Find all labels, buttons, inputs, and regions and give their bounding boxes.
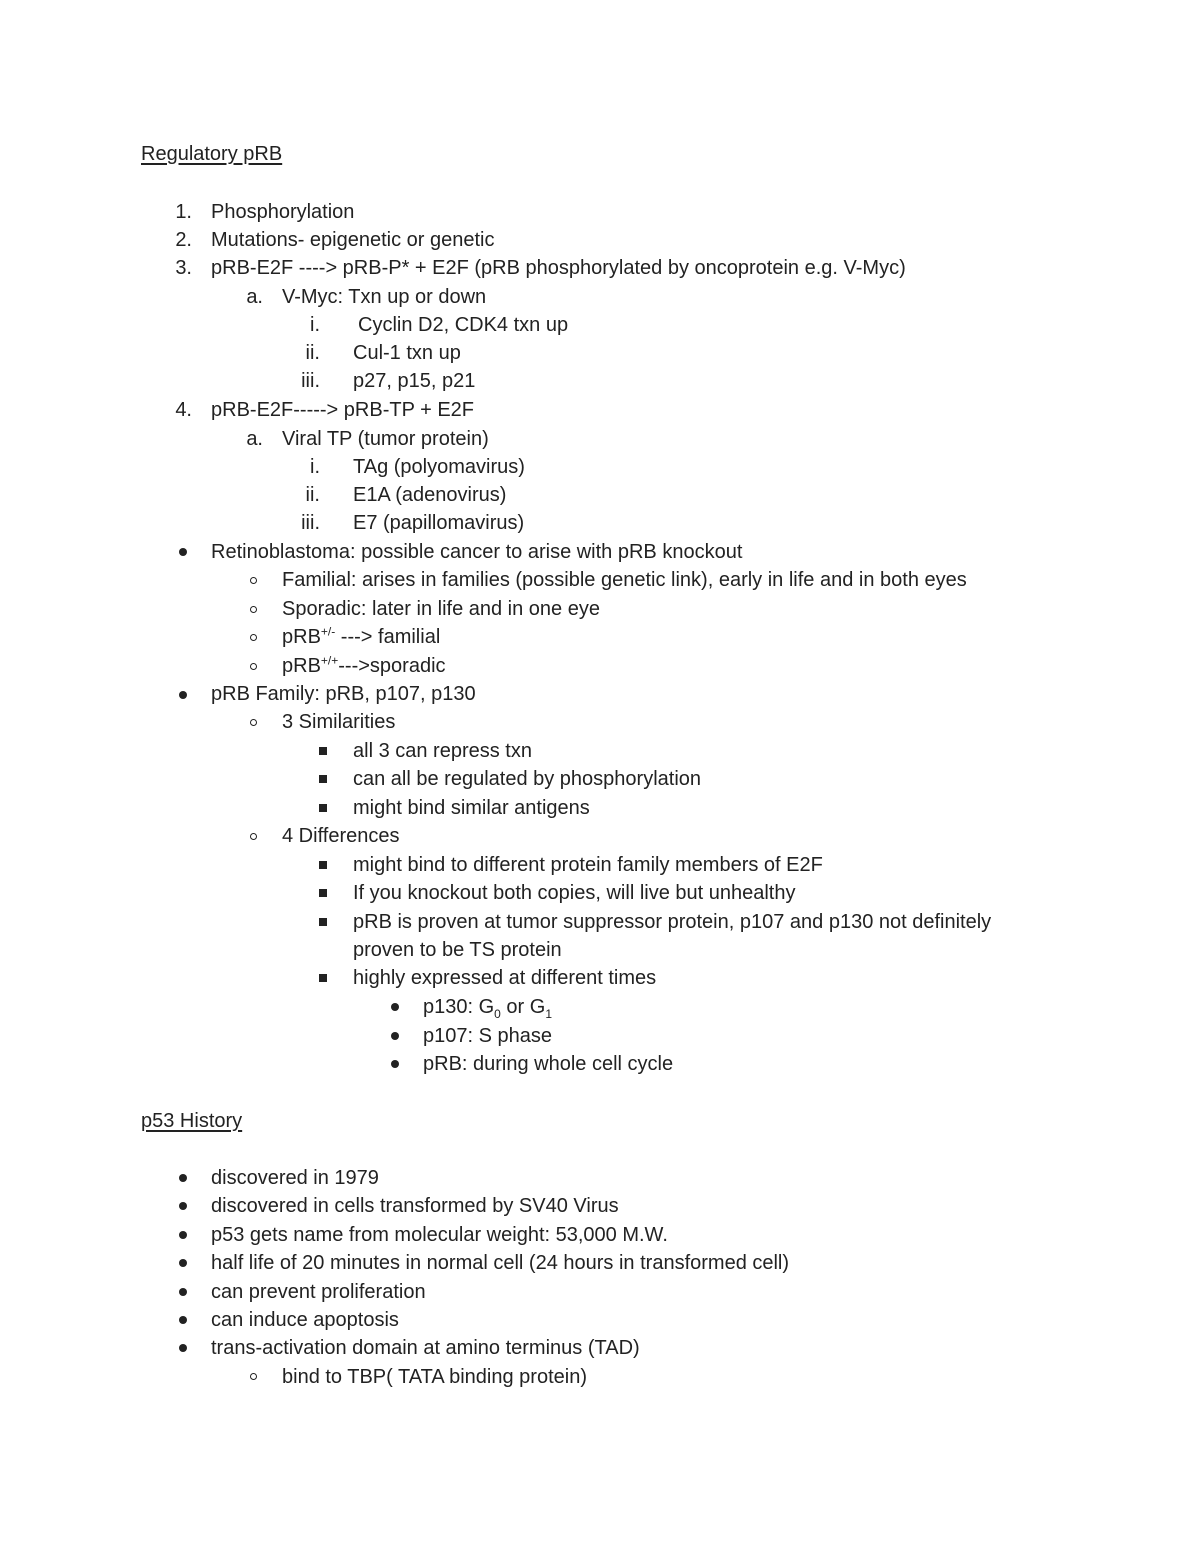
- list-item: pRB+/+--->sporadic: [282, 653, 446, 677]
- list-item: pRB: during whole cell cycle: [423, 1053, 674, 1075]
- list-letter: a.: [246, 428, 263, 450]
- list-item: E7 (papillomavirus): [353, 512, 525, 534]
- list-item: Mutations- epigenetic or genetic: [211, 229, 495, 251]
- bullet-dot-icon: [179, 1202, 187, 1210]
- bullet-circle-icon: [250, 606, 257, 613]
- bullet-dot-icon: [391, 1060, 399, 1068]
- bullet-circle-icon: [250, 1373, 257, 1380]
- bullet-dot-icon: [391, 1032, 399, 1040]
- list-item: all 3 can repress txn: [353, 740, 532, 762]
- bullet-circle-icon: [250, 719, 257, 726]
- list-item: pRB-E2F-----> pRB-TP + E2F: [211, 399, 475, 421]
- list-item: can all be regulated by phosphorylation: [353, 768, 702, 790]
- list-item: Familial: arises in families (possible genetic link), early in life and in both eyes: [282, 569, 967, 591]
- list-item: pRB is proven at tumor suppressor protein, p107 and p130 not definitely: [353, 911, 992, 933]
- list-item: E1A (adenovirus): [353, 484, 507, 506]
- bullet-square-icon: [319, 804, 327, 812]
- list-item: p27, p15, p21: [353, 370, 476, 392]
- list-item: discovered in 1979: [211, 1167, 379, 1189]
- list-number: 2.: [175, 229, 192, 251]
- list-item: Cul-1 txn up: [353, 342, 461, 364]
- list-item: 3 Similarities: [282, 711, 396, 733]
- list-letter: a.: [246, 286, 263, 308]
- bullet-dot-icon: [391, 1003, 399, 1011]
- bullet-dot-icon: [179, 1344, 187, 1352]
- list-roman: i.: [310, 456, 320, 478]
- bullet-square-icon: [319, 918, 327, 926]
- bullet-circle-icon: [250, 634, 257, 641]
- list-roman: iii.: [301, 370, 320, 392]
- list-item: p107: S phase: [423, 1025, 552, 1047]
- list-item: Retinoblastoma: possible cancer to arise with pRB knockout: [211, 541, 743, 563]
- list-number: 1.: [175, 201, 192, 223]
- list-item: can induce apoptosis: [211, 1309, 399, 1331]
- bullet-square-icon: [319, 974, 327, 982]
- list-item: Cyclin D2, CDK4 txn up: [358, 314, 569, 336]
- bullet-dot-icon: [179, 691, 187, 699]
- bullet-square-icon: [319, 861, 327, 869]
- bullet-dot-icon: [179, 1174, 187, 1182]
- section-heading-regulatory-prb: Regulatory pRB: [141, 143, 283, 165]
- list-item: pRB-E2F ----> pRB-P* + E2F (pRB phosphorylated by oncoprotein e.g. V-Myc): [211, 257, 906, 279]
- list-item: pRB Family: pRB, p107, p130: [211, 683, 476, 705]
- list-item: trans-activation domain at amino terminus (TAD): [211, 1337, 640, 1359]
- list-item: might bind similar antigens: [353, 797, 590, 819]
- list-item: V-Myc: Txn up or down: [282, 286, 487, 308]
- bullet-dot-icon: [179, 1231, 187, 1239]
- bullet-dot-icon: [179, 1288, 187, 1296]
- list-item: discovered in cells transformed by SV40 Virus: [211, 1195, 619, 1217]
- bullet-circle-icon: [250, 663, 257, 670]
- list-item: highly expressed at different times: [353, 967, 657, 989]
- list-roman: ii.: [305, 484, 320, 506]
- list-item: half life of 20 minutes in normal cell (24 hours in transformed cell): [211, 1252, 790, 1274]
- bullet-circle-icon: [250, 577, 257, 584]
- list-item: 4 Differences: [282, 825, 400, 847]
- bullet-circle-icon: [250, 833, 257, 840]
- list-roman: i.: [310, 314, 320, 336]
- bullet-square-icon: [319, 775, 327, 783]
- list-number: 4.: [175, 399, 192, 421]
- list-item: Sporadic: later in life and in one eye: [282, 598, 600, 620]
- list-item: Phosphorylation: [211, 201, 355, 223]
- list-number: 3.: [175, 257, 192, 279]
- list-item: pRB+/- ---> familial: [282, 624, 441, 648]
- list-roman: iii.: [301, 512, 320, 534]
- list-item: If you knockout both copies, will live but unhealthy: [353, 882, 796, 904]
- bullet-square-icon: [319, 747, 327, 755]
- list-item: p130: $G_0$ or $G_1$: [423, 996, 552, 1021]
- section-heading-p53-history: p53 History: [141, 1110, 243, 1132]
- bullet-dot-icon: [179, 548, 187, 556]
- list-roman: ii.: [305, 342, 320, 364]
- list-item: bind to TBP( TATA binding protein): [282, 1366, 587, 1388]
- list-item-continuation: proven to be TS protein: [353, 939, 562, 961]
- bullet-dot-icon: [179, 1259, 187, 1267]
- bullet-square-icon: [319, 889, 327, 897]
- list-item: p53 gets name from molecular weight: 53,000 M.W.: [211, 1224, 668, 1246]
- list-item: can prevent proliferation: [211, 1281, 426, 1303]
- list-item: Viral TP (tumor protein): [282, 428, 489, 450]
- list-item: might bind to different protein family members of E2F: [353, 854, 823, 876]
- bullet-dot-icon: [179, 1316, 187, 1324]
- list-item: TAg (polyomavirus): [353, 456, 525, 478]
